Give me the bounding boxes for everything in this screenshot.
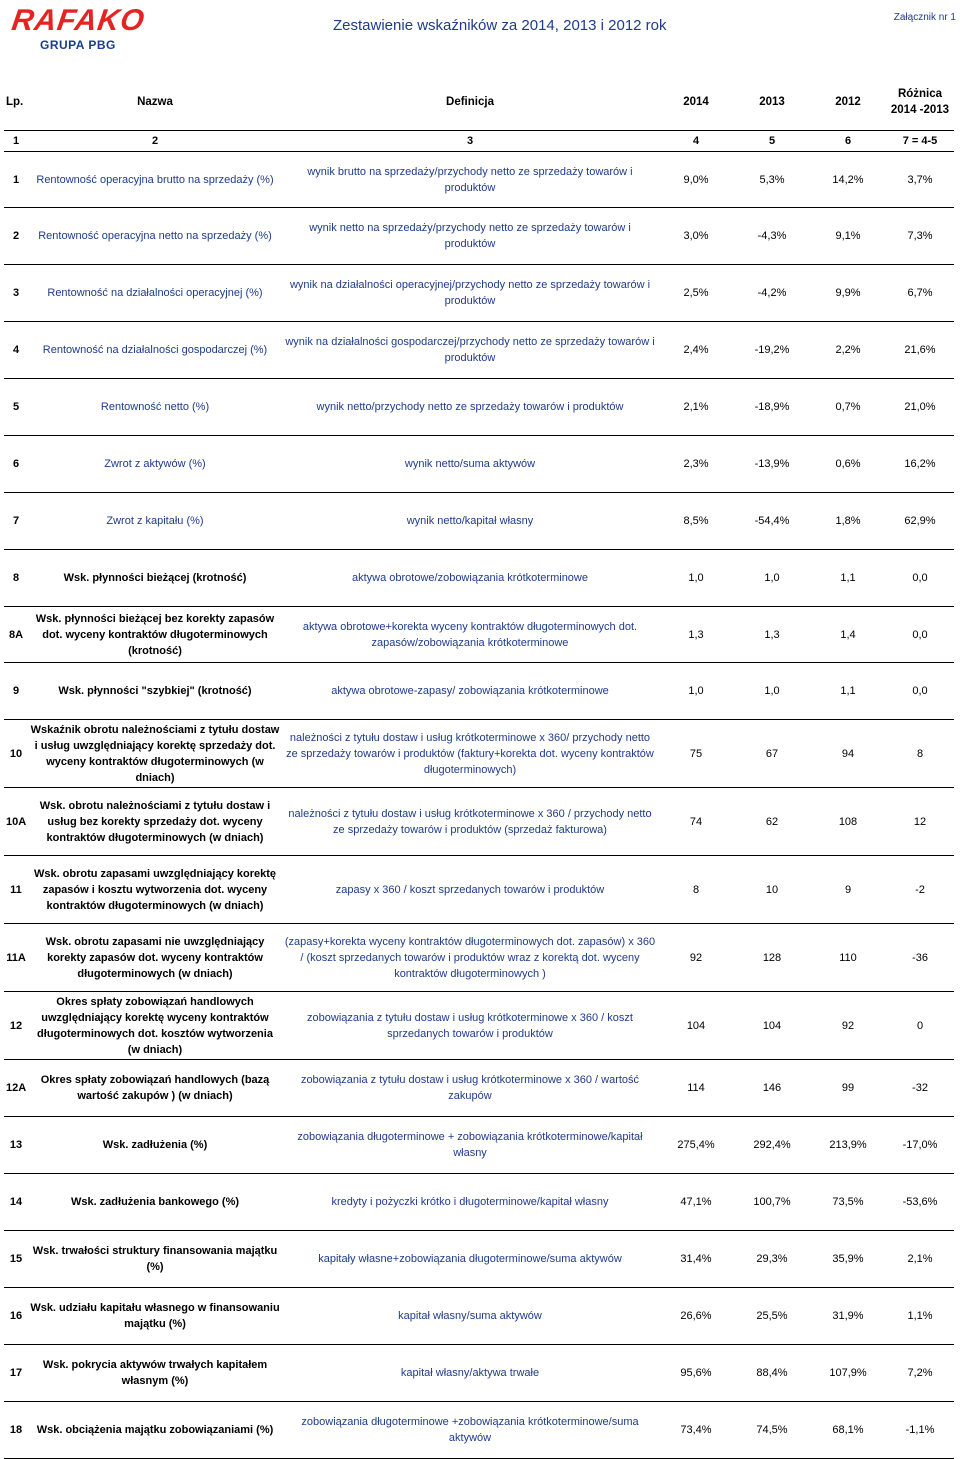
row-number: 16 — [4, 1288, 28, 1345]
indicator-name: Wsk. obciążenia majątku zobowiązaniami (%) — [28, 1402, 282, 1459]
indicators-table — [4, 74, 954, 1459]
indicator-definition: kapitał własny/aktywa trwałe — [282, 1345, 658, 1402]
value-2012: 2,2% — [810, 322, 886, 379]
logo-subtitle: GRUPA PBG — [40, 38, 116, 52]
col-number: 4 — [658, 131, 734, 152]
indicator-name: Okres spłaty zobowiązań handlowych uwzględniający korektę wyceny kontraktów długoterminowych dot. kosztów wytworzenia (w dniach) — [28, 992, 282, 1060]
row-number: 11A — [4, 924, 28, 992]
logo-text: RAFAKO — [9, 4, 148, 37]
indicator-definition: aktywa obrotowe+korekta wyceny kontraktów długoterminowych dot. zapasów/zobowiązania krótkoterminowe — [282, 607, 658, 663]
value-difference: -1,1% — [886, 1402, 954, 1459]
value-2014: 1,3 — [658, 607, 734, 663]
indicator-definition: wynik netto na sprzedaży/przychody netto ze sprzedaży towarów i produktów — [282, 208, 658, 265]
indicator-name: Wsk. pokrycia aktywów trwałych kapitałem własnym (%) — [28, 1345, 282, 1402]
header-row — [4, 74, 954, 131]
table-row — [4, 1402, 954, 1459]
value-difference: -32 — [886, 1060, 954, 1117]
value-2012: 92 — [810, 992, 886, 1060]
indicator-name: Rentowność na działalności gospodarczej (%) — [28, 322, 282, 379]
value-2014: 114 — [658, 1060, 734, 1117]
value-difference: 2,1% — [886, 1231, 954, 1288]
value-2014: 2,1% — [658, 379, 734, 436]
row-number: 7 — [4, 493, 28, 550]
table-row — [4, 379, 954, 436]
value-2014: 74 — [658, 788, 734, 856]
row-number: 5 — [4, 379, 28, 436]
indicator-name: Rentowność operacyjna netto na sprzedaży (%) — [28, 208, 282, 265]
value-2012: 213,9% — [810, 1117, 886, 1174]
value-2013: 25,5% — [734, 1288, 810, 1345]
indicator-name: Wskaźnik obrotu należnościami z tytułu dostaw i usług uwzględniający korektę sprzedaży dot. wyceny kontraktów długoterminowych (w dniach) — [28, 720, 282, 788]
value-2013: 10 — [734, 856, 810, 924]
table-row — [4, 788, 954, 856]
table-row — [4, 856, 954, 924]
value-difference: 1,1% — [886, 1288, 954, 1345]
value-2012: 35,9% — [810, 1231, 886, 1288]
row-number: 8A — [4, 607, 28, 663]
row-number: 10 — [4, 720, 28, 788]
value-2013: 67 — [734, 720, 810, 788]
indicator-name: Rentowność operacyjna brutto na sprzedaży (%) — [28, 152, 282, 208]
col-number: 1 — [4, 131, 28, 152]
table-body — [4, 152, 954, 1459]
value-2013: 146 — [734, 1060, 810, 1117]
value-2012: 73,5% — [810, 1174, 886, 1231]
indicator-definition: wynik netto/przychody netto ze sprzedaży towarów i produktów — [282, 379, 658, 436]
indicator-name: Okres spłaty zobowiązań handlowych (bazą wartość zakupów ) (w dniach) — [28, 1060, 282, 1117]
table-row — [4, 1174, 954, 1231]
value-2013: 29,3% — [734, 1231, 810, 1288]
indicator-definition: należności z tytułu dostaw i usług krótkoterminowe x 360 / przychody netto ze sprzedaży towarów i produktów (sprzedaż fakturowa) — [282, 788, 658, 856]
value-2013: 1,3 — [734, 607, 810, 663]
value-2012: 107,9% — [810, 1345, 886, 1402]
indicator-definition: kredyty i pożyczki krótko i długoterminowe/kapitał własny — [282, 1174, 658, 1231]
row-number: 15 — [4, 1231, 28, 1288]
value-2012: 99 — [810, 1060, 886, 1117]
value-difference: 6,7% — [886, 265, 954, 322]
value-difference: 21,0% — [886, 379, 954, 436]
col-header-lp: Lp. — [4, 74, 28, 131]
indicator-definition: wynik na działalności operacyjnej/przychody netto ze sprzedaży towarów i produktów — [282, 265, 658, 322]
value-difference: -36 — [886, 924, 954, 992]
table-row — [4, 1345, 954, 1402]
value-2014: 92 — [658, 924, 734, 992]
table-row — [4, 1288, 954, 1345]
indicator-definition: zobowiązania z tytułu dostaw i usług krótkoterminowe x 360 / wartość zakupów — [282, 1060, 658, 1117]
table-row — [4, 924, 954, 992]
col-number: 6 — [810, 131, 886, 152]
indicator-name: Wsk. płynności "szybkiej" (krotność) — [28, 663, 282, 720]
col-number: 5 — [734, 131, 810, 152]
indicator-definition: wynik netto/kapitał własny — [282, 493, 658, 550]
col-header-name: Nazwa — [28, 74, 282, 131]
table-row — [4, 663, 954, 720]
value-2013: 5,3% — [734, 152, 810, 208]
value-2013: 1,0 — [734, 663, 810, 720]
indicator-definition: wynik na działalności gospodarczej/przychody netto ze sprzedaży towarów i produktów — [282, 322, 658, 379]
value-2013: -54,4% — [734, 493, 810, 550]
indicator-name: Wsk. obrotu zapasami uwzględniający korektę zapasów i kosztu wytworzenia dot. wyceny kontraktów długoterminowych (w dniach) — [28, 856, 282, 924]
document-title: Zestawienie wskaźników za 2014, 2013 i 2012 rok — [333, 17, 667, 34]
indicator-definition: zobowiązania długoterminowe +zobowiązania krótkoterminowe/suma aktywów — [282, 1402, 658, 1459]
indicator-name: Zwrot z aktywów (%) — [28, 436, 282, 493]
row-number: 4 — [4, 322, 28, 379]
value-2014: 8,5% — [658, 493, 734, 550]
value-difference: -53,6% — [886, 1174, 954, 1231]
value-2014: 2,5% — [658, 265, 734, 322]
col-header-2012: 2012 — [810, 74, 886, 131]
value-difference: 12 — [886, 788, 954, 856]
value-2014: 31,4% — [658, 1231, 734, 1288]
value-difference: 0 — [886, 992, 954, 1060]
table-row — [4, 208, 954, 265]
indicator-definition: aktywa obrotowe/zobowiązania krótkoterminowe — [282, 550, 658, 607]
indicator-definition: (zapasy+korekta wyceny kontraktów długoterminowych dot. zapasów) x 360 / (koszt sprzedanych towarów i produktów wraz z korektą dot. wyceny kontraktów długoterminowych ) — [282, 924, 658, 992]
value-2014: 26,6% — [658, 1288, 734, 1345]
col-number: 7 = 4-5 — [886, 131, 954, 152]
value-difference: 7,3% — [886, 208, 954, 265]
value-2014: 75 — [658, 720, 734, 788]
column-number-row — [4, 131, 954, 152]
indicator-definition: wynik netto/suma aktywów — [282, 436, 658, 493]
row-number: 8 — [4, 550, 28, 607]
row-number: 9 — [4, 663, 28, 720]
value-2014: 8 — [658, 856, 734, 924]
value-2012: 0,6% — [810, 436, 886, 493]
table-row — [4, 1117, 954, 1174]
value-2012: 1,8% — [810, 493, 886, 550]
row-number: 6 — [4, 436, 28, 493]
row-number: 2 — [4, 208, 28, 265]
value-2013: 74,5% — [734, 1402, 810, 1459]
indicator-name: Zwrot z kapitału (%) — [28, 493, 282, 550]
col-header-definition: Definicja — [282, 74, 658, 131]
row-number: 1 — [4, 152, 28, 208]
table-row — [4, 322, 954, 379]
value-difference: -17,0% — [886, 1117, 954, 1174]
row-number: 14 — [4, 1174, 28, 1231]
value-2014: 1,0 — [658, 550, 734, 607]
company-logo — [9, 4, 148, 54]
table-row — [4, 436, 954, 493]
col-header-2013: 2013 — [734, 74, 810, 131]
value-2013: -18,9% — [734, 379, 810, 436]
value-2013: -4,3% — [734, 208, 810, 265]
table-row — [4, 607, 954, 663]
indicator-definition: aktywa obrotowe-zapasy/ zobowiązania krótkoterminowe — [282, 663, 658, 720]
value-2012: 1,1 — [810, 550, 886, 607]
indicator-name: Wsk. zadłużenia (%) — [28, 1117, 282, 1174]
value-2012: 9,9% — [810, 265, 886, 322]
value-2012: 1,4 — [810, 607, 886, 663]
value-2013: -4,2% — [734, 265, 810, 322]
value-2014: 2,4% — [658, 322, 734, 379]
row-number: 17 — [4, 1345, 28, 1402]
page-header — [0, 0, 960, 70]
row-number: 11 — [4, 856, 28, 924]
indicator-name: Wsk. płynności bieżącej (krotność) — [28, 550, 282, 607]
row-number: 12A — [4, 1060, 28, 1117]
value-2013: 62 — [734, 788, 810, 856]
value-2013: 1,0 — [734, 550, 810, 607]
col-header-difference: Różnica 2014 -2013 — [886, 74, 954, 131]
indicator-name: Rentowność na działalności operacyjnej (%) — [28, 265, 282, 322]
indicator-name: Wsk. udziału kapitału własnego w finansowaniu majątku (%) — [28, 1288, 282, 1345]
indicator-definition: kapitały własne+zobowiązania długoterminowe/suma aktywów — [282, 1231, 658, 1288]
value-difference: 3,7% — [886, 152, 954, 208]
value-2014: 73,4% — [658, 1402, 734, 1459]
value-difference: 0,0 — [886, 550, 954, 607]
value-2012: 1,1 — [810, 663, 886, 720]
value-2012: 31,9% — [810, 1288, 886, 1345]
indicator-definition: zapasy x 360 / koszt sprzedanych towarów i produktów — [282, 856, 658, 924]
row-number: 13 — [4, 1117, 28, 1174]
value-2014: 275,4% — [658, 1117, 734, 1174]
indicator-name: Rentowność netto (%) — [28, 379, 282, 436]
value-difference: 0,0 — [886, 663, 954, 720]
indicator-definition: zobowiązania długoterminowe + zobowiązania krótkoterminowe/kapitał własny — [282, 1117, 658, 1174]
indicator-name: Wsk. obrotu zapasami nie uwzględniający korekty zapasów dot. wyceny kontraktów długoterminowych (w dniach) — [28, 924, 282, 992]
value-2013: 100,7% — [734, 1174, 810, 1231]
table-row — [4, 493, 954, 550]
value-2014: 47,1% — [658, 1174, 734, 1231]
value-2012: 9 — [810, 856, 886, 924]
value-2012: 94 — [810, 720, 886, 788]
value-2012: 110 — [810, 924, 886, 992]
value-2012: 9,1% — [810, 208, 886, 265]
indicator-definition: należności z tytułu dostaw i usług krótkoterminowe x 360/ przychody netto ze sprzedaży towarów i produktów (faktury+korekta dot. wyceny kontraktów długoterminowych) — [282, 720, 658, 788]
col-number: 2 — [28, 131, 282, 152]
value-2013: 292,4% — [734, 1117, 810, 1174]
indicator-definition: kapitał własny/suma aktywów — [282, 1288, 658, 1345]
table-row — [4, 265, 954, 322]
value-difference: -2 — [886, 856, 954, 924]
value-difference: 16,2% — [886, 436, 954, 493]
value-2013: -19,2% — [734, 322, 810, 379]
value-2014: 95,6% — [658, 1345, 734, 1402]
value-2013: 104 — [734, 992, 810, 1060]
row-number: 3 — [4, 265, 28, 322]
row-number: 12 — [4, 992, 28, 1060]
table-row — [4, 1060, 954, 1117]
indicator-definition: zobowiązania z tytułu dostaw i usług krótkoterminowe x 360 / koszt sprzedanych towarów i produktów — [282, 992, 658, 1060]
value-difference: 7,2% — [886, 1345, 954, 1402]
value-difference: 8 — [886, 720, 954, 788]
value-2013: 128 — [734, 924, 810, 992]
col-header-2014: 2014 — [658, 74, 734, 131]
indicator-definition: wynik brutto na sprzedaży/przychody netto ze sprzedaży towarów i produktów — [282, 152, 658, 208]
value-2012: 108 — [810, 788, 886, 856]
indicator-name: Wsk. zadłużenia bankowego (%) — [28, 1174, 282, 1231]
value-difference: 21,6% — [886, 322, 954, 379]
value-2014: 9,0% — [658, 152, 734, 208]
value-difference: 62,9% — [886, 493, 954, 550]
value-2014: 104 — [658, 992, 734, 1060]
annex-label: Załącznik nr 1 — [893, 12, 956, 23]
row-number: 18 — [4, 1402, 28, 1459]
value-2012: 14,2% — [810, 152, 886, 208]
value-2012: 0,7% — [810, 379, 886, 436]
value-2013: 88,4% — [734, 1345, 810, 1402]
row-number: 10A — [4, 788, 28, 856]
indicator-name: Wsk. płynności bieżącej bez korekty zapasów dot. wyceny kontraktów długoterminowych (krotność) — [28, 607, 282, 663]
value-2014: 2,3% — [658, 436, 734, 493]
value-difference: 0,0 — [886, 607, 954, 663]
col-number: 3 — [282, 131, 658, 152]
table-row — [4, 550, 954, 607]
indicator-name: Wsk. trwałości struktury finansowania majątku (%) — [28, 1231, 282, 1288]
table-row — [4, 152, 954, 208]
table-row — [4, 1231, 954, 1288]
value-2013: -13,9% — [734, 436, 810, 493]
table-row — [4, 992, 954, 1060]
value-2014: 1,0 — [658, 663, 734, 720]
value-2014: 3,0% — [658, 208, 734, 265]
table-row — [4, 720, 954, 788]
value-2012: 68,1% — [810, 1402, 886, 1459]
indicator-name: Wsk. obrotu należnościami z tytułu dostaw i usług bez korekty sprzedaży dot. wyceny kontraktów długoterminowych (w dniach) — [28, 788, 282, 856]
